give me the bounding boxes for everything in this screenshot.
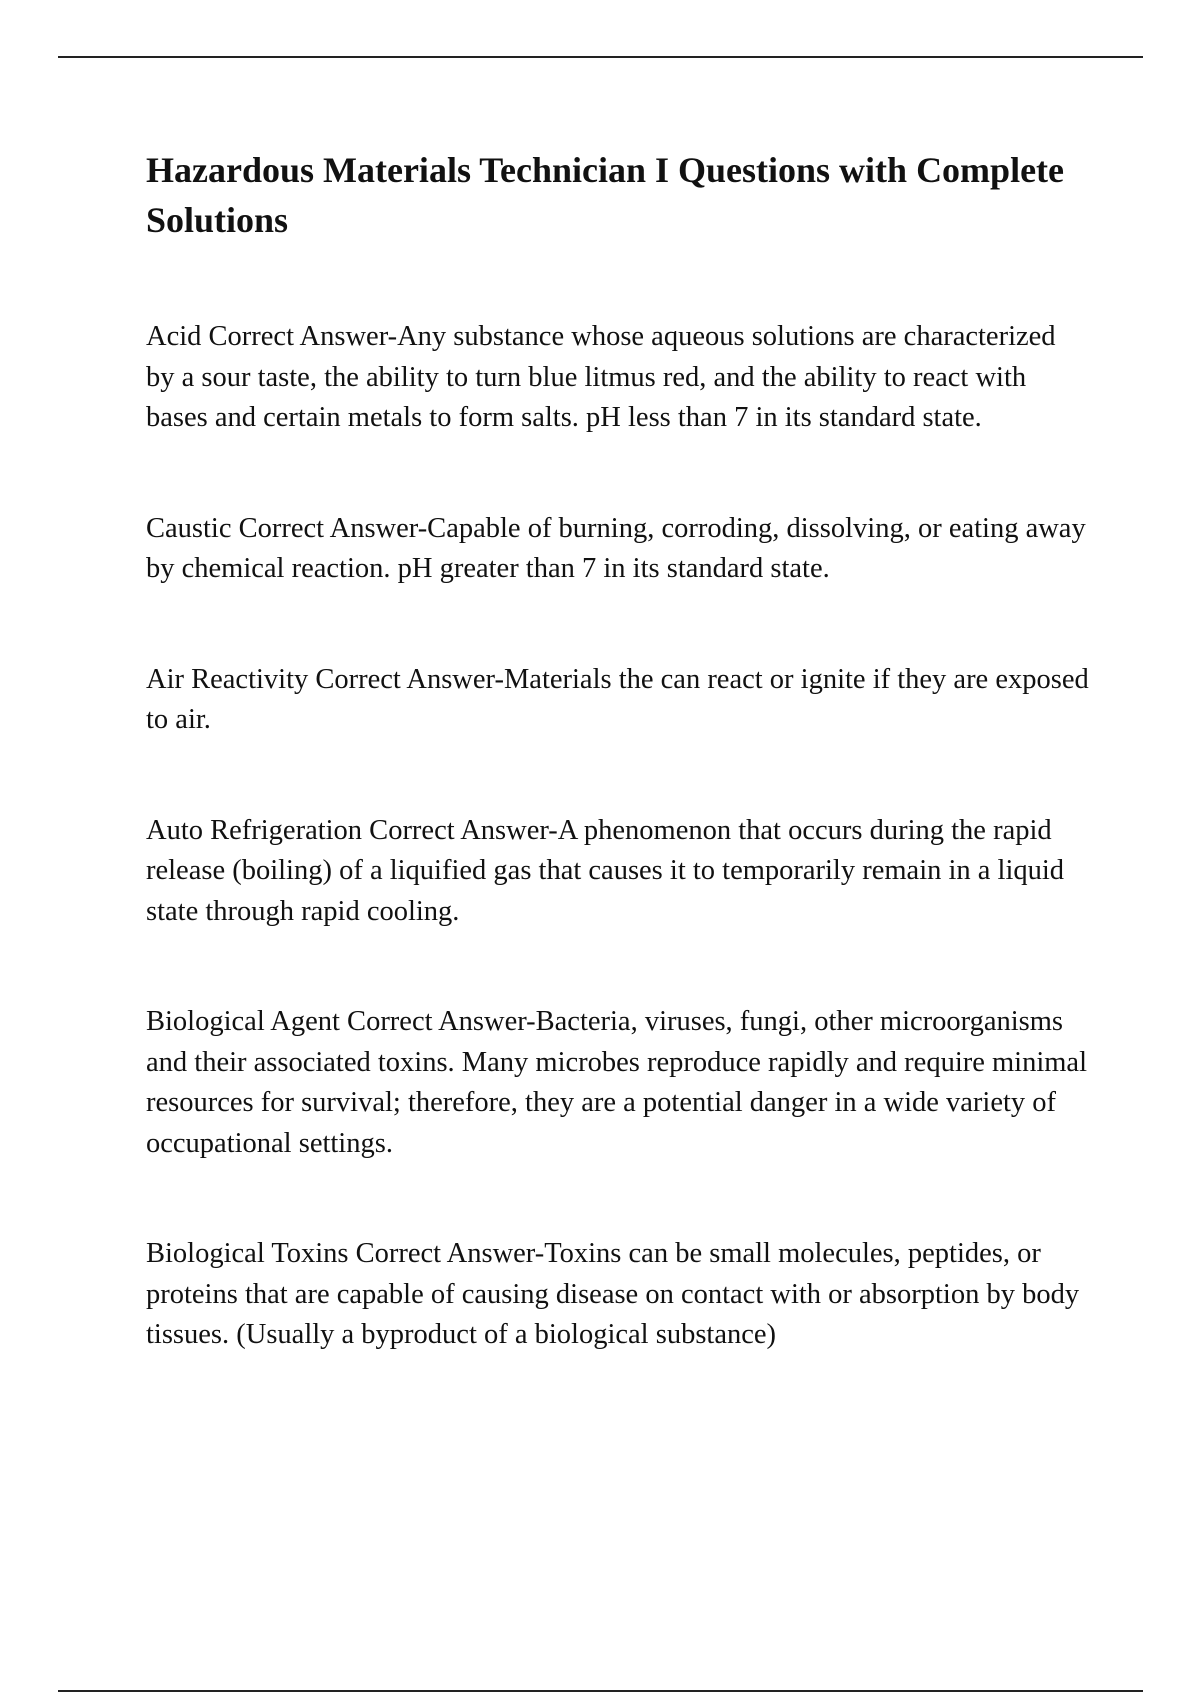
qa-entry-air-reactivity: Air Reactivity Correct Answer-Materials the can react or ignite if they are exposed to air. [146,663,1089,735]
qa-entry-auto-refrigeration: Auto Refrigeration Correct Answer-A phenomenon that occurs during the rapid release (boiling) of a liquified gas that causes it to temporarily remain in a liquid state through rapid cooling. [146,814,1065,927]
qa-entry-biological-toxins: Biological Toxins Correct Answer-Toxins can be small molecules, peptides, or proteins that are capable of causing disease on contact with or absorption by body tissues. (Usually a byproduct of a biological substance) [146,1238,1080,1350]
header-rule [58,56,1143,58]
document-title: Hazardous Materials Technician I Questions with Complete Solutions [146,150,1065,240]
qa-entry-acid: Acid Correct Answer-Any substance whose aqueous solutions are characterized by a sour taste, the ability to turn blue litmus red, and the ability to react with bases and certain metals to form salts. pH less than 7 in its standard state. [146,321,1056,433]
qa-list [146,317,1091,1356]
footer-rule [58,1690,1143,1692]
qa-entry-biological-agent: Biological Agent Correct Answer-Bacteria, viruses, fungi, other microorganisms and their associated toxins. Many microbes reproduce rapidly and require minimal resources for survival; therefore, they are a potential danger in a wide variety of occupational settings. [146,1006,1088,1159]
qa-entry-caustic: Caustic Correct Answer-Capable of burning, corroding, dissolving, or eating away by chemical reaction. pH greater than 7 in its standard state. [146,512,1086,584]
